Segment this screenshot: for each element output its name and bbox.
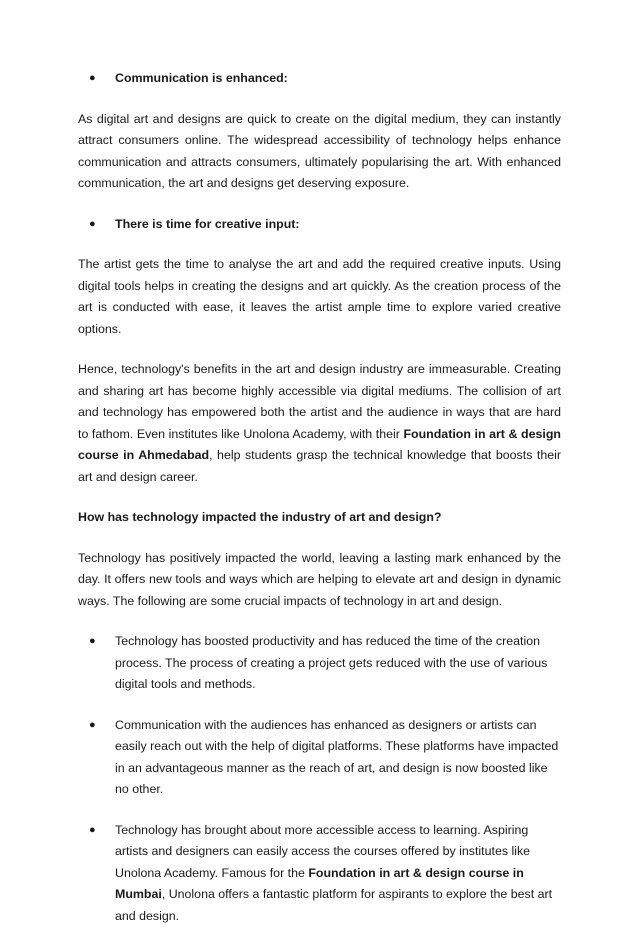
mumbai-course-link[interactable]: Foundation in art & design course in Mumbai <box>115 865 524 901</box>
bullet-icon: ● <box>89 823 96 836</box>
bullet-icon: ● <box>89 718 96 731</box>
paragraph-communication: As digital art and designs are quick to create on the digital medium, they can instantly attract consumers online. The widespread accessibility of technology helps enhance communication and attracts consumers, ultimately popularising the art. With enhanced communication, the art and designs get deserving exposure. <box>78 111 561 190</box>
paragraph-creative-input: The artist gets the time to analyse the art and add the required creative inputs. Using digital tools helps in creating the designs and art quickly. As the creation process of the art is conducted with ease, it leaves the artist ample time to explore varied creative options. <box>78 257 561 336</box>
bullet-icon: ● <box>89 72 96 84</box>
list-item <box>78 631 561 696</box>
bullet-heading-text: There is time for creative input: <box>115 216 300 231</box>
list-item-text: Technology has boosted productivity and has reduced the time of the creation process. The process of creating a project gets reduced with the use of various digital tools and methods. <box>115 634 548 691</box>
conclusion-text-after: , help students grasp the technical knowledge that boosts their art and design career. <box>78 448 561 484</box>
list-item-text-after: , Unolona offers a fantastic platform for aspirants to explore the best art and design. <box>115 887 553 923</box>
list-item-text-before: Technology has brought about more accessible access to learning. Aspiring artists and designers can easily access the courses offered by institutes like Unolona Academy. Famous for the <box>115 822 531 880</box>
conclusion-text-before: Hence, technology's benefits in the art and design industry are immeasurable. Creating and sharing art has become highly accessible via digital mediums. The collision of art and technology has empowered both the artist and the audience in ways that are hard to fathom. Even institutes like Unolona Academy, with their <box>78 362 561 441</box>
section-heading-impact: How has technology impacted the industry of art and design? <box>78 510 442 524</box>
paragraph-conclusion <box>78 359 561 488</box>
bullet-heading-creative-input <box>78 214 561 236</box>
list-item-text: Communication with the audiences has enhanced as designers or artists can easily reach out with the help of digital platforms. These platforms have impacted in an advantageous manner as the reach of art, and design is now boosted like no other. <box>115 717 559 796</box>
list-item <box>78 820 561 928</box>
bullet-icon: ● <box>89 217 96 230</box>
impact-list <box>78 631 561 927</box>
bullet-icon: ● <box>89 635 96 647</box>
document-page <box>78 68 561 946</box>
bullet-heading-communication <box>78 68 561 90</box>
bullet-heading-text: Communication is enhanced: <box>115 71 288 85</box>
paragraph-impact-intro: Technology has positively impacted the world, leaving a lasting mark enhanced by the day. It offers new tools and ways which are helping to elevate art and design in dynamic ways. The following are some crucial impacts of technology in art and design. <box>78 550 561 608</box>
list-item <box>78 715 561 801</box>
ahmedabad-course-link[interactable]: Foundation in art & design course in Ahmedabad <box>78 426 561 462</box>
